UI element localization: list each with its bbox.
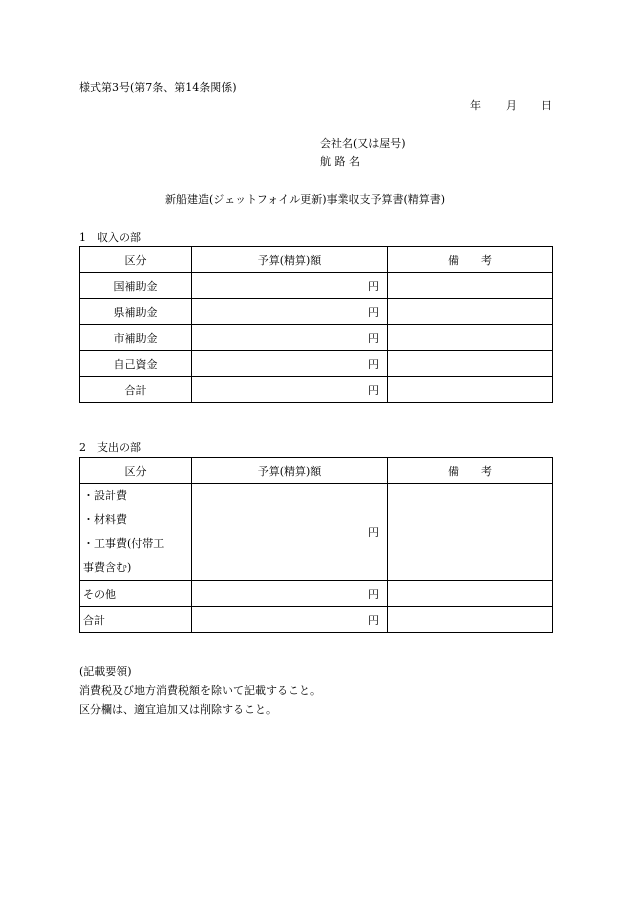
income-remarks-cell: [388, 351, 553, 377]
expense-amount-cell: 円: [192, 484, 388, 581]
table-row: [80, 325, 553, 351]
expense-remarks-cell: [388, 484, 553, 581]
expense-header-amount: 予算(精算)額: [192, 458, 388, 484]
expense-table: [79, 457, 553, 633]
income-amount-cell: 円: [192, 351, 388, 377]
income-remarks-cell: [388, 273, 553, 299]
expense-header-row: [80, 458, 553, 484]
income-header-remarks: 備 考: [388, 247, 553, 273]
expense-item-materials: ・材料費: [83, 513, 127, 526]
income-amount-cell: 円: [192, 273, 388, 299]
expense-header-remarks: 備 考: [388, 458, 553, 484]
income-category-prefecture-subsidy: 県補助金: [80, 299, 192, 325]
income-header-row: [80, 247, 553, 273]
income-heading: 1 収入の部: [79, 231, 141, 244]
table-row: [80, 299, 553, 325]
date-day-label: 日: [541, 99, 552, 112]
income-table: [79, 246, 553, 403]
income-category-city-subsidy: 市補助金: [80, 325, 192, 351]
expense-item-construction-cont: 事費含む): [83, 561, 132, 574]
date-year-label: 年: [470, 99, 481, 112]
expense-remarks-cell: [388, 607, 553, 633]
income-remarks-cell: [388, 325, 553, 351]
note-line: 消費税及び地方消費税額を除いて記載すること。: [79, 684, 321, 697]
table-row: [80, 484, 553, 581]
table-row: [80, 351, 553, 377]
table-row: [80, 581, 553, 607]
table-row: [80, 607, 553, 633]
table-row: [80, 377, 553, 403]
expense-amount-cell: 円: [192, 607, 388, 633]
date-month-label: 月: [506, 99, 517, 112]
income-header-amount: 予算(精算)額: [192, 247, 388, 273]
expense-heading: 2 支出の部: [79, 441, 141, 454]
expense-remarks-cell: [388, 581, 553, 607]
document-title: 新船建造(ジェットフォイル更新)事業収支予算書(精算書): [165, 193, 446, 206]
note-line: 区分欄は、適宜追加又は削除すること。: [79, 703, 277, 716]
expense-item-construction: ・工事費(付帯工: [83, 537, 165, 550]
company-label: 会社名(又は屋号): [320, 137, 406, 150]
income-category-total: 合計: [80, 377, 192, 403]
income-amount-cell: 円: [192, 299, 388, 325]
income-header-category: 区分: [80, 247, 192, 273]
income-remarks-cell: [388, 299, 553, 325]
form-number: 様式第3号(第7条、第14条関係): [79, 81, 237, 94]
expense-header-category: 区分: [80, 458, 192, 484]
income-remarks-cell: [388, 377, 553, 403]
expense-amount-cell: 円: [192, 581, 388, 607]
expense-items-cell: [80, 484, 192, 581]
income-amount-cell: 円: [192, 377, 388, 403]
expense-category-total: 合計: [80, 607, 192, 633]
income-category-own-funds: 自己資金: [80, 351, 192, 377]
expense-item-design: ・設計費: [83, 489, 127, 502]
notes-heading: (記載要領): [79, 665, 132, 678]
route-label: 航 路 名: [320, 155, 360, 168]
table-row: [80, 273, 553, 299]
income-amount-cell: 円: [192, 325, 388, 351]
income-category-national-subsidy: 国補助金: [80, 273, 192, 299]
expense-category-other: その他: [80, 581, 192, 607]
